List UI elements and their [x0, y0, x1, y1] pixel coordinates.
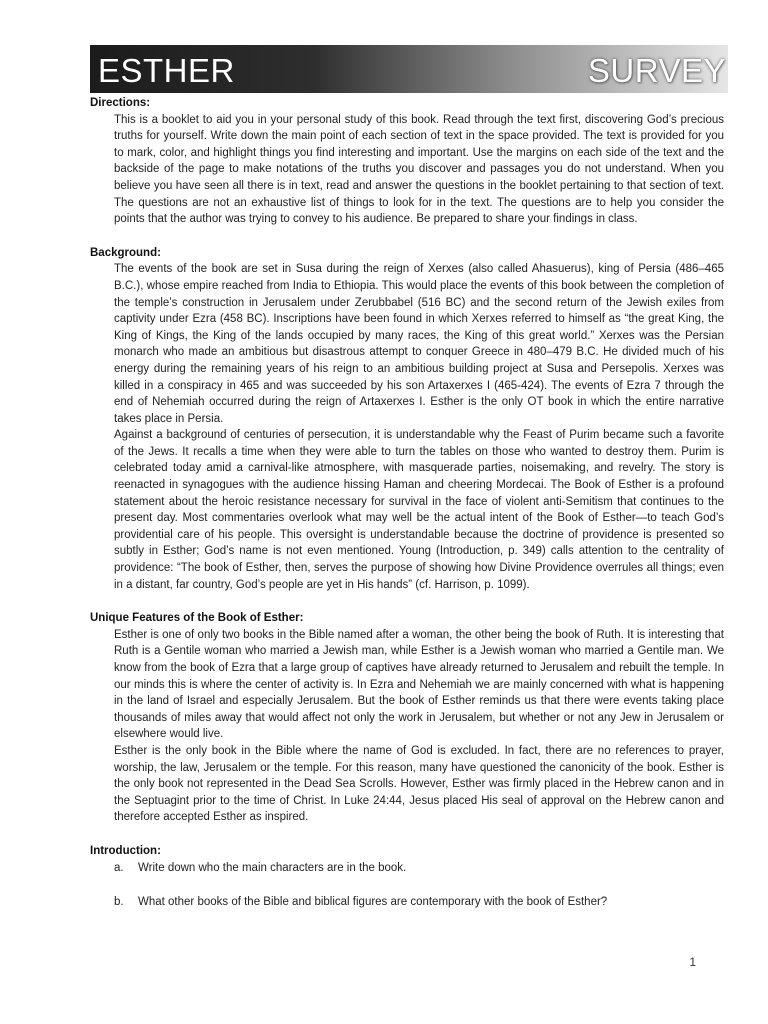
question-text: What other books of the Bible and biblical figures are contemporary with the book of Esther? [138, 896, 608, 909]
directions-heading: Directions: [90, 97, 151, 109]
background-section [90, 245, 724, 593]
survey-label: SURVEY [587, 52, 726, 89]
unique-features-heading: Unique Features of the Book of Esther: [90, 612, 304, 625]
question-item [114, 894, 724, 911]
background-heading: Background: [90, 246, 161, 259]
question-letter: a. [114, 861, 124, 874]
unique-features-paragraph: Esther is the only book in the Bible where the name of God is excluded. In fact, there are no references to prayer, worship, the law, Jerusalem or the temple. For this reason, many have questioned the canonicity of the book. Esther is the only book not represented in the Dead Sea Scrolls. However, Esther was firmly placed in the Hebrew canon and in the Septuagint prior to the time of Christ. In Luke 24:44, Jesus placed His seal of approval on the Hebrew canon and therefore accepted Esther as inspired. [114, 744, 724, 824]
book-title: ESTHER [98, 52, 235, 89]
question-item [114, 860, 724, 877]
document-body [90, 95, 724, 928]
question-text: Write down who the main characters are in the book. [138, 861, 407, 874]
background-paragraph: The events of the book are set in Susa during the reign of Xerxes (also called Ahasuerus), king of Persia (486–465 B.C.), whose empire reached from India to Ethiopia. This would place the events of this book between the completion of the temple’s construction in Jerusalem under Zerubbabel (516 BC) and the second return of the Jewish exiles from captivity under Ezra (458 BC). Inscriptions have been found in which Xerxes referred to himself as “the great King, the King of Kings, the King of the lands occupied by many races, the King of this great world.” Xerxes was the Persian monarch who made an ambitious but disastrous attempt to conquer Greece in 480–479 B.C. He divided much of his energy during the remaining years of his reign to an ambitious building project at Susa and Persepolis. Xerxes was killed in a conspiracy in 465 and was succeeded by his son Artaxerxes I (465-424). The events of Ezra 7 through the end of Nehemiah occurred during the reign of Artaxerxes I. Esther is the only OT book in which the entire narrative takes place in Persia. [114, 263, 724, 425]
question-list [90, 860, 724, 911]
unique-features-paragraph: Esther is one of only two books in the Bible named after a woman, the other being the book of Ruth. It is interesting that Ruth is a Gentile woman who married a Jewish man, while Esther is a Jewish woman who married a Gentile man. We know from the book of Ezra that a large group of captives have already returned to Jerusalem and rebuilt the temple. In our minds this is where the center of activity is. In Ezra and Nehemiah we are mainly concerned with what is happening in the land of Israel and especially Jerusalem. But the book of Esther reminds us that there were events taking place thousands of miles away that would affect not only the work in Jerusalem, but whether or not any Jew in Jerusalem or elsewhere would live. [114, 628, 724, 741]
introduction-heading: Introduction: [90, 844, 161, 857]
directions-paragraph: This is a booklet to aid you in your personal study of this book. Read through the text first, discovering God’s precious truths for yourself. Write down the main point of each section of text in the space provided. The text is provided for you to mark, color, and highlight things you find interesting and important. Use the margins on each side of the text and the backside of the page to make notations of the truths you discover and passages you do not understand. When you believe you have seen all there is in text, read and answer the questions in the booklet pertaining to that section of text. The questions are not an exhaustive list of things to look for in the text. The questions are to help you consider the points that the author was trying to convey to his audience. Be prepared to share your findings in class. [114, 113, 724, 226]
background-paragraph: Against a background of centuries of persecution, it is understandable why the Feast of Purim became such a favorite of the Jews. It recalls a time when they were able to turn the tables on those who wanted to destroy them. Purim is celebrated today amid a carnival-like atmosphere, with masquerade parties, noisemaking, and revelry. The story is reenacted in synagogues with the audience hissing Haman and cheering Mordecai. The Book of Esther is a profound statement about the heroic resistance necessary for survival in the face of violent anti-Semitism that continues to the present day. Most commentaries overlook what may well be the actual intent of the Book of Esther—to teach God’s providential care of his people. This oversight is understandable because the doctrine of providence is presented so subtly in Esther; God’s name is not even mentioned. Young (Introduction, p. 349) calls attention to the centrality of providence: “The book of Esther, then, serves the purpose of showing how Divine Providence overrules all things; even in a distant, far country, God’s people are yet in His hands” (cf. Harrison, p. 1099). [114, 429, 724, 591]
unique-features-section [90, 610, 724, 826]
directions-section [90, 95, 724, 228]
question-letter: b. [114, 896, 124, 909]
introduction-section [90, 843, 724, 911]
page-number: 1 [689, 955, 696, 969]
header-banner [90, 45, 728, 93]
